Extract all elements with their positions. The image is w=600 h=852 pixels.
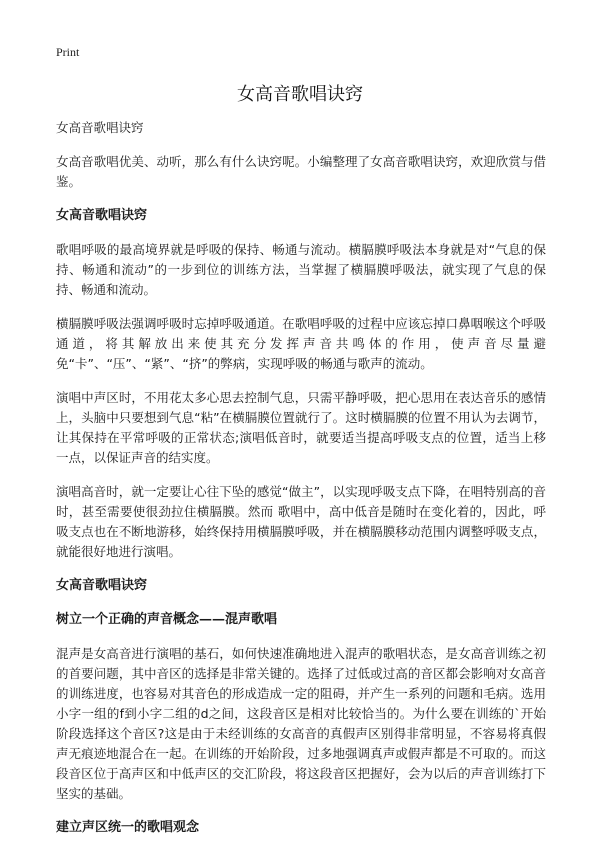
document-body [56,118,546,852]
section-heading: 女高音歌唱诀窍 [56,578,148,593]
page-title: 女高音歌唱诀窍 [237,84,363,105]
body-paragraph: 演唱高音时，就一定要让心往下坠的感觉“做主”，以实现呼吸支点下降，在唱特别高的音时，甚至需要使很劲拉住横膈膜。然而 歌唱中，高中低音是随时在变化着的，因此，呼吸支点也在不断地游移，始终保持用横膈膜呼吸，并在横膈膜移动范围内调整呼吸支点，就能很好地进行演唱。 [56,484,546,559]
body-paragraph: 演唱中声区时，不用花太多心思去控制气息，只需平静呼吸，把心思用在表达音乐的感情上，头脑中只要想到气息“粘”在横膈膜位置就行了。这时横膈膜的位置不用认为去调节，让其保持在平常呼吸的正常状态;演唱低音时，就要适当提高呼吸支点的位置，适当上移一点，以保证声音的结实度。 [56,390,546,465]
body-paragraph: 横膈膜呼吸法强调呼吸时忘掉呼吸通道。在歌唱呼吸的过程中应该忘掉口鼻咽喉这个呼吸通道，将其解放出来使其充分发挥声音共鸣体的作用，使声音尽量避免“卡”、“压”、“紧”、“挤”的弊病，实现呼吸的畅通与歌声的流动。 [56,316,546,371]
body-paragraph: 混声是女高音进行演唱的基石，如何快速准确地进入混声的歌唱状态，是女高音训练之初的首要问题，其中音区的选择是非常关键的。选择了过低或过高的音区都会影响对女高音的训练进度，也容易对其音色的形成造成一定的阻碍，并产生一系列的问题和毛病。选用小字一组的f到小字二组的d之间，这段音区是相对比较恰当的。为什么要在训练的`开始阶段选择这个音区?这是由于未经训练的女高音的真假声区别得非常明显，不容易将真假声无痕迹地混合在一起。在训练的开始阶段，过多地强调真声或假声都是不可取的。而这段音区位于高声区和中低声区的交汇阶段，将这段音区把握好，会为以后的声音训练打下坚实的基础。 [56,646,546,801]
print-link[interactable]: Print [56,45,80,59]
body-paragraph: 歌唱呼吸的最高境界就是呼吸的保持、畅通与流动。横膈膜呼吸法本身就是对“气息的保持、畅通和流动”的一步到位的训练方法，当掌握了横膈膜呼吸法，就实现了气息的保持、畅通和流动。 [56,242,546,297]
section-heading: 女高音歌唱诀窍 [56,208,148,223]
document-subtitle: 女高音歌唱诀窍 [56,120,144,135]
intro-paragraph: 女高音歌唱优美、动听，那么有什么诀窍呢。小编整理了女高音歌唱诀窍，欢迎欣赏与借鉴。 [56,154,546,189]
sub-heading: 树立一个正确的声音概念——混声歌唱 [56,612,278,627]
sub-heading: 建立声区统一的歌唱观念 [56,820,200,835]
